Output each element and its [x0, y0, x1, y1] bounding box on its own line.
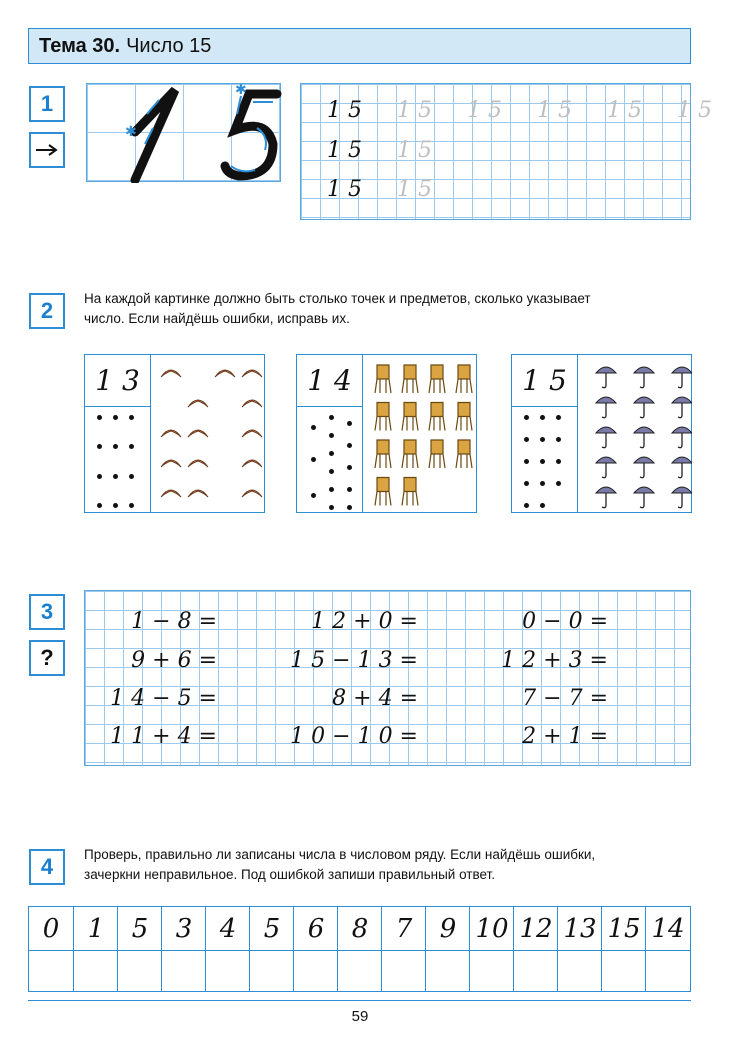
picture-card-3: [511, 354, 692, 513]
dot: [113, 415, 118, 420]
bread-roll-icon: [161, 370, 181, 377]
dot: [329, 433, 334, 438]
sequence-cell: 14: [645, 907, 690, 951]
dot: [540, 481, 545, 486]
svg-text:✱: ✱: [235, 84, 247, 98]
question-badge: ?: [29, 640, 65, 676]
dot: [540, 503, 545, 508]
bread-roll-icon: [242, 430, 262, 437]
dot: [129, 415, 134, 420]
answer-cell[interactable]: [513, 951, 557, 991]
dot: [97, 503, 102, 508]
footer-rule: [28, 1000, 691, 1001]
card-number: 1 3: [85, 355, 151, 407]
expr-c2-r3: 8 + 4 =: [332, 686, 418, 711]
exercise-4-instruction: Проверь, правильно ли записаны числа в числовом ряду. Если найдёшь ошибки, зачеркни неправильное. Под ошибкой запиши правильный ответ.: [84, 847, 596, 882]
dot: [347, 443, 352, 448]
page-number: 59: [351, 1008, 369, 1025]
dot: [329, 415, 334, 420]
expr-c3-r2: 1 2 + 3 =: [501, 648, 608, 673]
dot: [540, 459, 545, 464]
dot: [311, 425, 316, 430]
dot: [347, 505, 352, 510]
dot: [311, 457, 316, 462]
bread-roll-icon: [188, 460, 208, 467]
sequence-cell: 13: [557, 907, 602, 951]
dot: [524, 459, 529, 464]
svg-text:✱: ✱: [125, 124, 137, 140]
dot: [311, 493, 316, 498]
umbrella-icon: [634, 397, 654, 418]
bread-roll-icon: [153, 359, 265, 511]
answer-cell[interactable]: [601, 951, 645, 991]
arithmetic-grid: [84, 590, 691, 766]
exercise-2-number: 2: [29, 293, 65, 329]
umbrella-icon: [596, 367, 616, 388]
umbrella-icon: [596, 487, 616, 508]
answer-cell[interactable]: [425, 951, 469, 991]
chair-icon: [375, 440, 391, 468]
exercise-3-number: 3: [29, 594, 65, 630]
sequence-row: [29, 907, 690, 991]
chair-icon: [365, 359, 477, 511]
umbrella-icon: [634, 367, 654, 388]
dot: [540, 415, 545, 420]
expr-c2-r1: 1 2 + 0 =: [311, 609, 418, 634]
chair-icon: [402, 365, 418, 393]
dot: [129, 444, 134, 449]
answer-cell[interactable]: [117, 951, 161, 991]
umbrella-icon: [634, 487, 654, 508]
dot: [524, 503, 529, 508]
umbrella-icon: [634, 427, 654, 448]
umbrella-icon: [672, 457, 692, 478]
expr-c1-r4: 1 1 + 4 =: [110, 724, 217, 749]
chair-icon: [429, 440, 445, 468]
bread-roll-icon: [188, 430, 208, 437]
bread-roll-icon: [242, 370, 262, 377]
chair-icon: [429, 403, 445, 431]
chair-icon: [375, 478, 391, 506]
chair-icon: [402, 440, 418, 468]
dot: [556, 437, 561, 442]
sequence-cell: 8: [337, 907, 382, 951]
dot: [129, 503, 134, 508]
expr-c1-r2: 9 + 6 =: [131, 648, 217, 673]
answer-cell[interactable]: [29, 951, 73, 991]
bread-roll-icon: [215, 370, 235, 377]
answer-cell[interactable]: [557, 951, 601, 991]
answer-cell[interactable]: [293, 951, 337, 991]
bread-roll-icon: [242, 400, 262, 407]
expr-c2-r4: 1 0 − 1 0 =: [290, 724, 418, 749]
umbrella-icon: [580, 359, 692, 511]
umbrella-icon: [596, 457, 616, 478]
chair-icon: [456, 403, 472, 431]
chair-icon: [456, 365, 472, 393]
dot: [97, 415, 102, 420]
answer-cell[interactable]: [645, 951, 689, 991]
dot: [347, 421, 352, 426]
dot: [329, 451, 334, 456]
dot: [329, 469, 334, 474]
chair-icon: [402, 478, 418, 506]
exercise-1-number: 1: [29, 86, 65, 122]
dot: [97, 444, 102, 449]
chair-icon: [456, 440, 472, 468]
expr-c3-r4: 2 + 1 =: [522, 724, 608, 749]
dot: [347, 465, 352, 470]
dot: [113, 444, 118, 449]
topic-header: [28, 28, 691, 64]
umbrella-icon: [672, 367, 692, 388]
answer-cell[interactable]: [249, 951, 293, 991]
copy-writing-grid: [300, 83, 712, 220]
sequence-cell: 9: [425, 907, 470, 951]
dots-area: [512, 407, 578, 512]
exercise-4-number: 4: [29, 849, 65, 885]
bread-roll-icon: [161, 490, 181, 497]
dot: [556, 481, 561, 486]
expr-c2-r2: 1 5 − 1 3 =: [290, 648, 418, 673]
answer-cell[interactable]: [161, 951, 205, 991]
copy-row-1: 1 5 1 5 1 5 1 5 1 5 1 5: [327, 98, 712, 123]
copy-row-3: 1 5 1 5: [327, 177, 432, 202]
dot: [129, 474, 134, 479]
sequence-cell: 7: [381, 907, 426, 951]
dot: [524, 481, 529, 486]
topic-title: Число 15: [126, 34, 212, 57]
card-number: 1 4: [297, 355, 363, 407]
dot: [113, 474, 118, 479]
chair-icon: [375, 403, 391, 431]
picture-card-2: [296, 354, 477, 513]
dot: [556, 415, 561, 420]
arrow-right-icon: [29, 132, 65, 168]
expr-c1-r3: 1 4 − 5 =: [110, 686, 217, 711]
sequence-cell: 5: [249, 907, 294, 951]
expr-c3-r3: 7 − 7 =: [522, 686, 608, 711]
chair-icon: [375, 365, 391, 393]
card-number: 1 5: [512, 355, 578, 407]
dots-area: [297, 407, 363, 512]
dot: [113, 503, 118, 508]
umbrella-icon: [596, 427, 616, 448]
sequence-cell: 1: [73, 907, 118, 951]
dot: [524, 415, 529, 420]
answer-cell[interactable]: [205, 951, 249, 991]
answer-cell[interactable]: [469, 951, 513, 991]
big-number-label: [87, 84, 88, 85]
bread-roll-icon: [161, 430, 181, 437]
umbrella-icon: [596, 397, 616, 418]
bread-roll-icon: [188, 400, 208, 407]
bread-roll-icon: [242, 490, 262, 497]
sequence-cell: 5: [117, 907, 162, 951]
bread-roll-icon: [161, 460, 181, 467]
dot: [97, 474, 102, 479]
umbrella-icon: [672, 427, 692, 448]
expr-c1-r1: 1 − 8 =: [131, 609, 217, 634]
answer-cell[interactable]: [381, 951, 425, 991]
exercise-2-instruction: На каждой картинке должно быть столько точек и предметов, сколько указывает число. Если найдёшь ошибки, исправь их.: [84, 291, 591, 326]
sequence-cell: 0: [42, 914, 60, 944]
bread-roll-icon: [242, 460, 262, 467]
dot: [347, 487, 352, 492]
topic-label: Тема 30.: [39, 34, 121, 57]
picture-card-1: [84, 354, 265, 513]
bread-roll-icon: [188, 490, 208, 497]
copy-row-2: 1 5 1 5: [327, 138, 432, 163]
umbrella-icon: [634, 457, 654, 478]
chair-icon: [402, 403, 418, 431]
sequence-cell: 12: [513, 907, 558, 951]
umbrella-icon: [672, 397, 692, 418]
sequence-cell: 6: [293, 907, 338, 951]
sequence-cell: 15: [601, 907, 646, 951]
dot: [540, 437, 545, 442]
sequence-cell: 3: [161, 907, 206, 951]
answer-cell[interactable]: [73, 951, 117, 991]
dot: [524, 437, 529, 442]
dot: [329, 505, 334, 510]
big-number-grid: [86, 83, 281, 182]
sequence-cell: 10: [469, 907, 514, 951]
umbrella-icon: [672, 487, 692, 508]
dot: [556, 459, 561, 464]
handwriting-guide-icon: [87, 84, 282, 183]
dot: [329, 487, 334, 492]
sequence-cell: 4: [205, 907, 250, 951]
dots-area: [85, 407, 151, 512]
answer-cell[interactable]: [337, 951, 381, 991]
chair-icon: [429, 365, 445, 393]
expr-c3-r1: 0 − 0 =: [522, 609, 608, 634]
number-sequence-table: [28, 906, 691, 992]
